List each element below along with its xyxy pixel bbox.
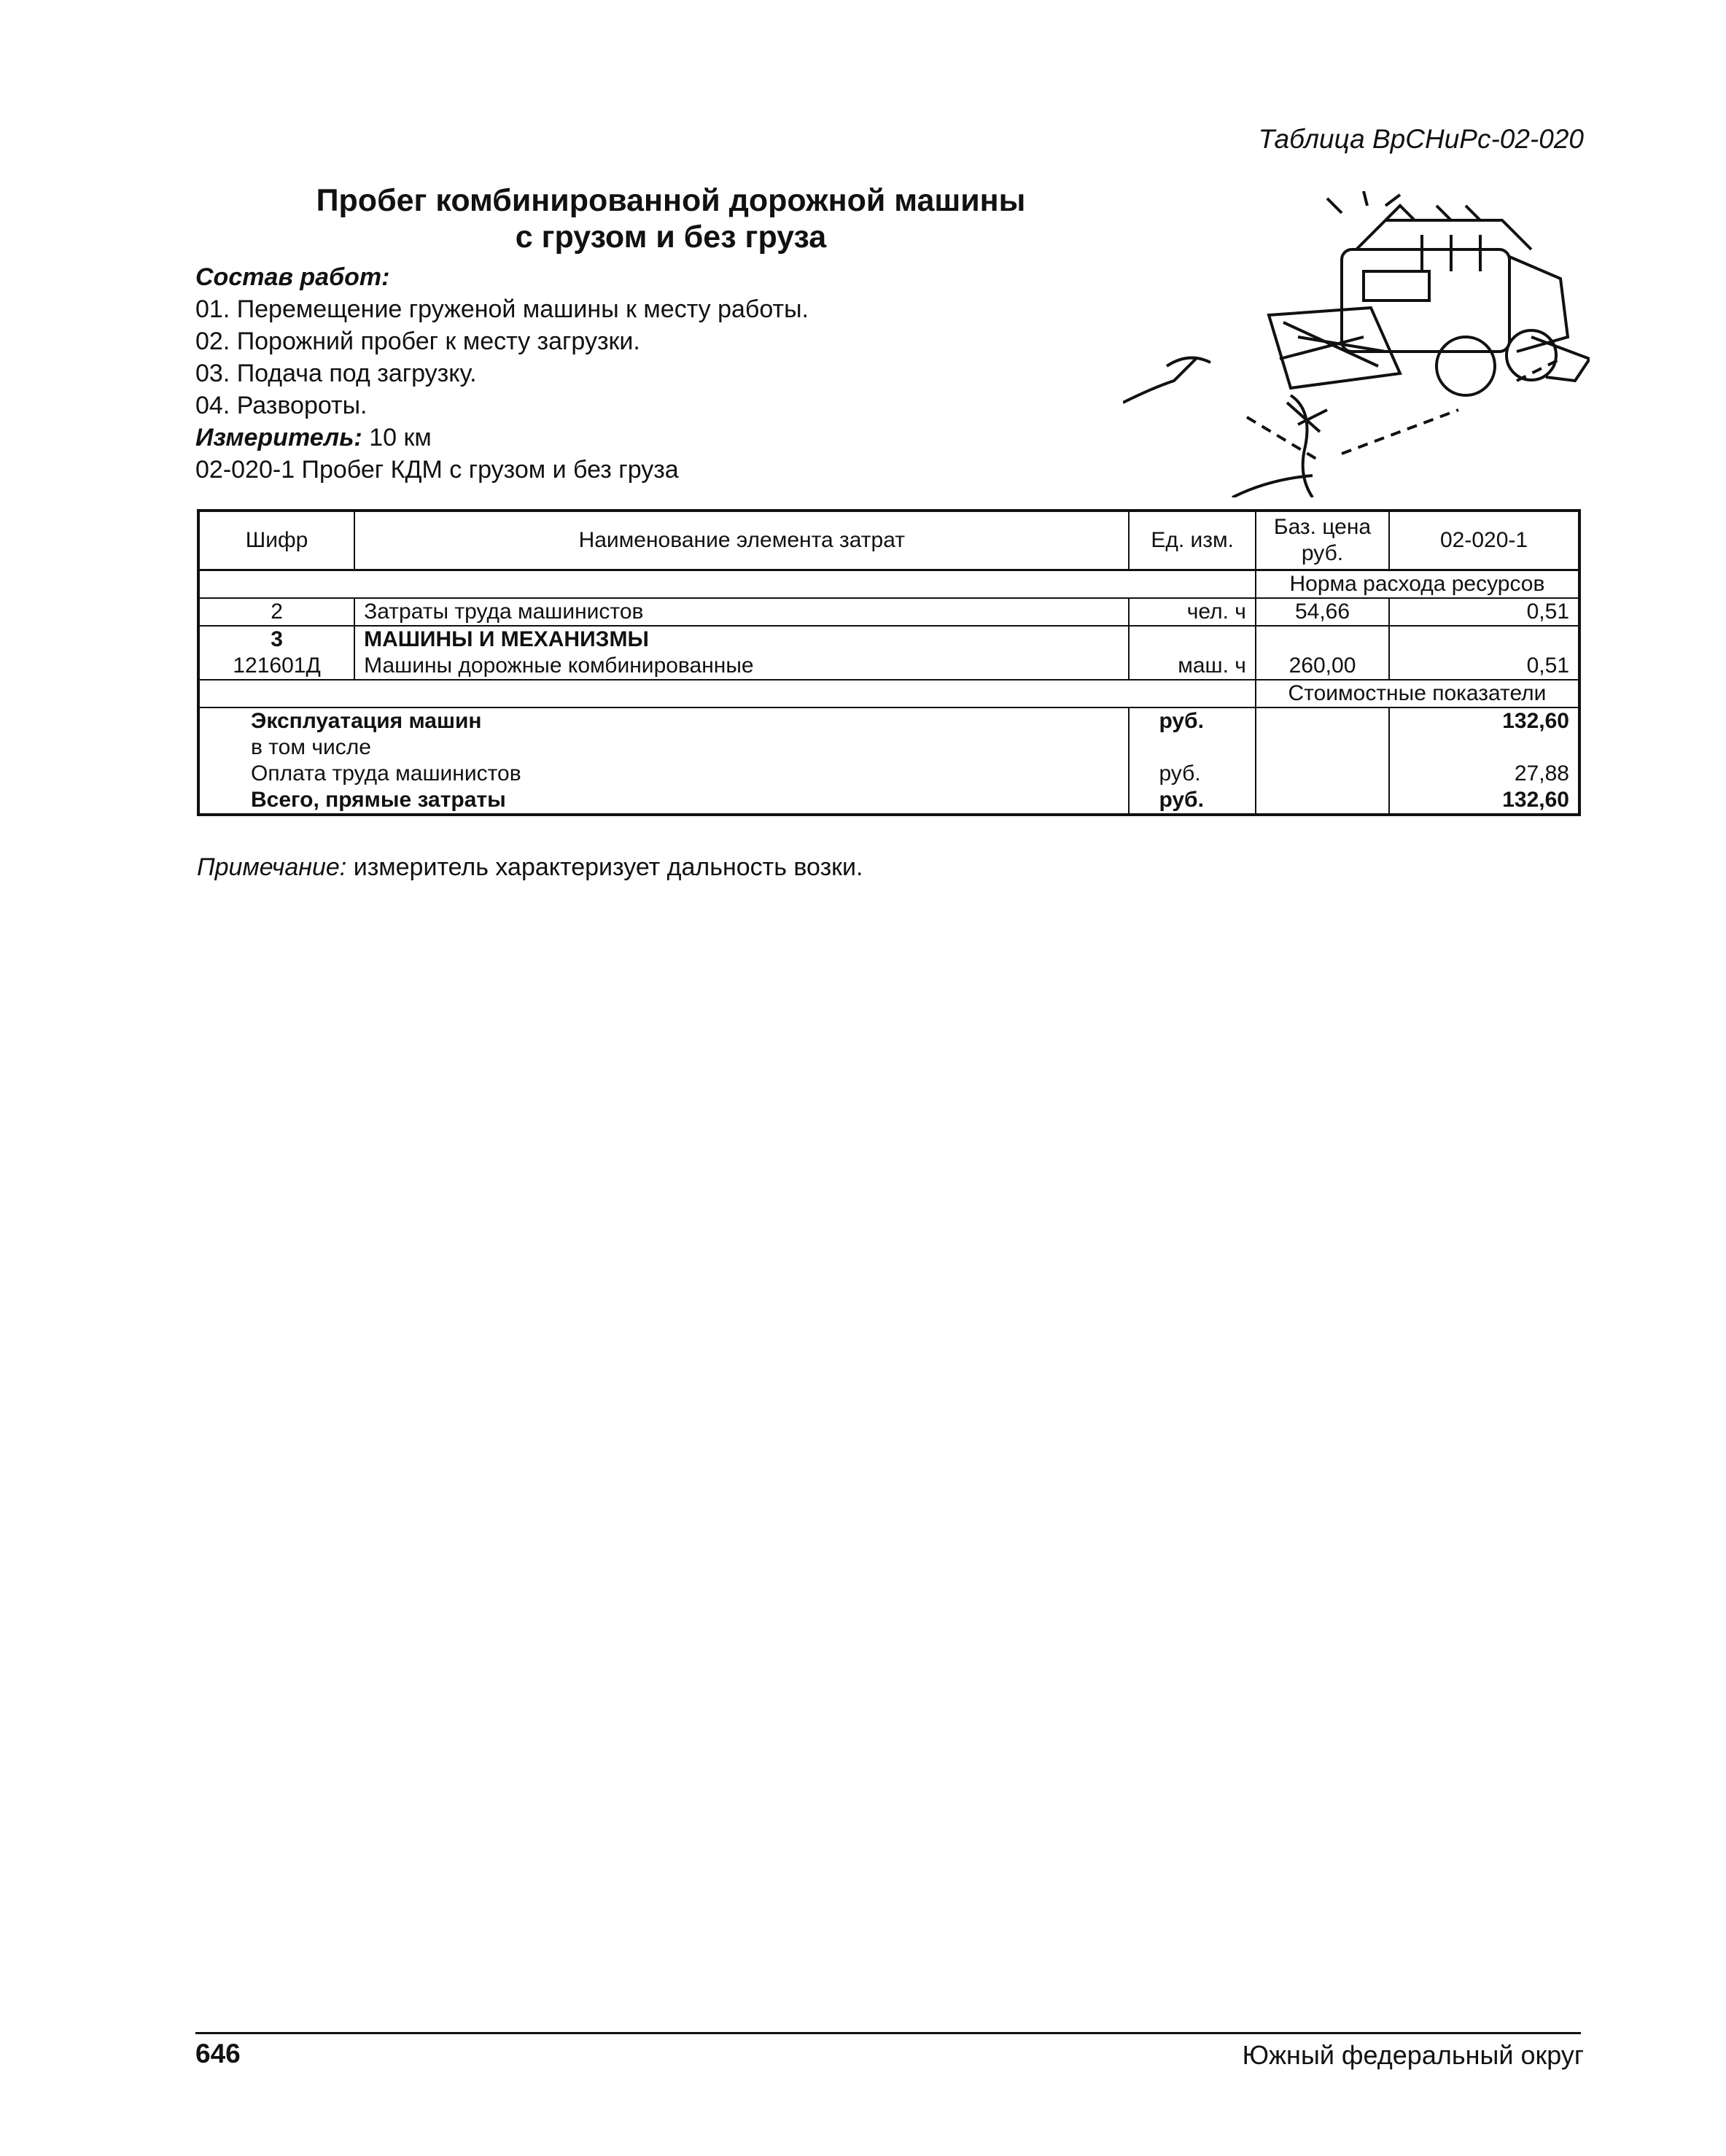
cell-price: 54,66 (1256, 598, 1389, 626)
header-code: Шифр (198, 511, 354, 570)
table-row (198, 734, 1579, 761)
section-row (198, 680, 1579, 707)
table-row (198, 626, 1579, 653)
title-line-2: с грузом и без груза (515, 220, 827, 255)
cell-price: 260,00 (1256, 653, 1389, 680)
header-norm-code: 02-020-1 (1389, 511, 1579, 570)
header-name: Наименование элемента затрат (354, 511, 1129, 570)
cell-unit: чел. ч (1129, 598, 1255, 626)
cell-value (1389, 626, 1579, 653)
header-unit: Ед. изм. (1129, 511, 1255, 570)
table-row (198, 707, 1579, 734)
document-title (197, 182, 1145, 255)
cell-name: Эксплуатация машин (198, 707, 1129, 734)
table-header-row (198, 511, 1579, 570)
table-row (198, 761, 1579, 787)
cell-name: Всего, прямые затраты (198, 787, 1129, 815)
header-price: Баз. цена руб. (1256, 511, 1389, 570)
table-row (198, 598, 1579, 626)
section-resources-label: Норма расхода ресурсов (1256, 570, 1579, 599)
table-row (198, 653, 1579, 680)
cell-unit: руб. (1129, 787, 1255, 815)
title-line-1: Пробег комбинированной дорожной машины (316, 183, 1026, 218)
cell-name: в том числе (198, 734, 1129, 761)
cell-code: 2 (198, 598, 354, 626)
cell-value: 132,60 (1389, 787, 1579, 815)
road-machine-illustration-icon (1123, 191, 1590, 497)
meter-line (195, 422, 809, 454)
work-item: 01. Перемещение груженой машины к месту работы. (195, 295, 809, 323)
cell-unit (1129, 734, 1255, 761)
cell-code: 3 (198, 626, 354, 653)
meter-label: Измеритель: (195, 424, 362, 451)
cell-value: 132,60 (1389, 707, 1579, 734)
work-description (195, 261, 809, 486)
section-row (198, 570, 1579, 599)
cell-value (1389, 734, 1579, 761)
cell-unit: руб. (1129, 707, 1255, 734)
section-cost-label: Стоимостные показатели (1256, 680, 1579, 707)
work-item: 03. Подача под загрузку. (195, 360, 477, 387)
work-composition-label: Состав работ: (195, 263, 390, 291)
cell-name: МАШИНЫ И МЕХАНИЗМЫ (354, 626, 1129, 653)
meter-value: 10 км (369, 424, 432, 451)
page-number: 646 (195, 2039, 241, 2068)
cell-value: 0,51 (1389, 598, 1579, 626)
cell-name: Оплата труда машинистов (198, 761, 1129, 787)
table-reference: Таблица ВрСНиРс-02-020 (1258, 124, 1584, 154)
note-text: измеритель характеризует дальность возки. (346, 853, 863, 881)
cell-name: Машины дорожные комбинированные (354, 653, 1129, 680)
table-row (198, 787, 1579, 815)
code-line: 02-020-1 Пробег КДМ с грузом и без груза (195, 456, 679, 484)
footer-region: Южный федеральный округ (1242, 2040, 1584, 2070)
cell-price (1256, 626, 1389, 653)
cell-code: 121601Д (198, 653, 354, 680)
cell-value: 27,88 (1389, 761, 1579, 787)
work-item: 02. Порожний пробег к месту загрузки. (195, 327, 640, 355)
note (197, 853, 863, 882)
work-item: 04. Развороты. (195, 392, 368, 419)
footer-divider (195, 2032, 1581, 2034)
cell-value: 0,51 (1389, 653, 1579, 680)
resource-table (197, 509, 1581, 816)
cell-unit (1129, 626, 1255, 653)
cell-name: Затраты труда машинистов (354, 598, 1129, 626)
cell-unit: маш. ч (1129, 653, 1255, 680)
note-label: Примечание: (197, 853, 347, 881)
cell-unit: руб. (1129, 761, 1255, 787)
